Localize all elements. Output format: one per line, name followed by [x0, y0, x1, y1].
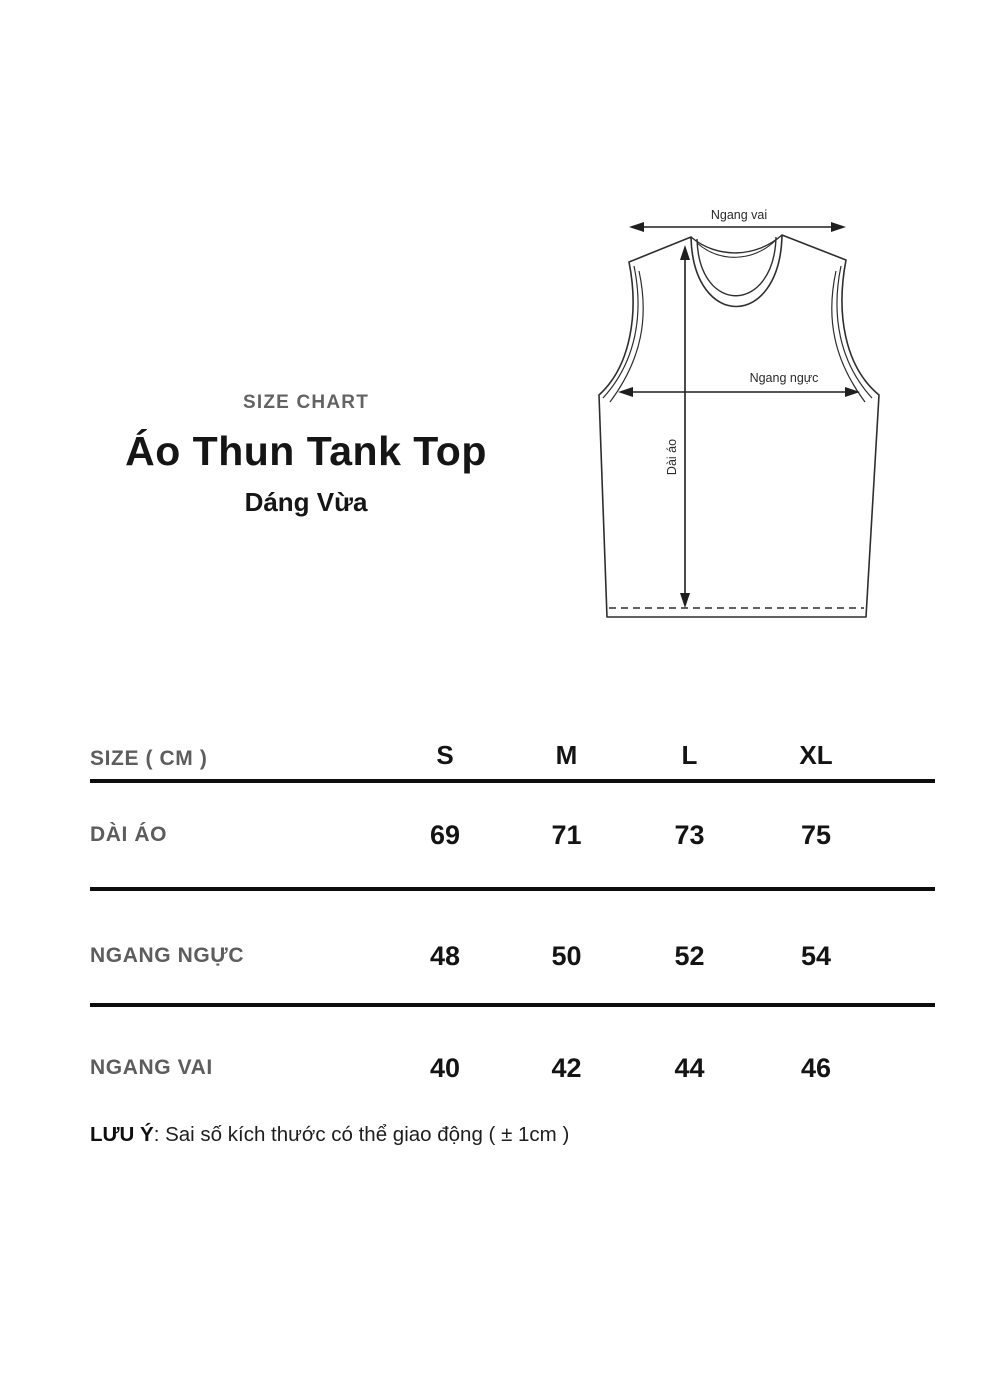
- row-label: DÀI ÁO: [90, 823, 168, 846]
- size-value: 50: [551, 940, 582, 971]
- size-value: 52: [674, 940, 705, 971]
- size-value: 54: [800, 940, 832, 971]
- length-measure-label: Dài áo: [665, 438, 679, 476]
- size-value: 48: [429, 940, 461, 971]
- unit-label: SIZE ( CM ): [90, 747, 208, 770]
- title-block: [56, 392, 556, 518]
- size-value: 71: [551, 819, 582, 850]
- chest-measure-label: Ngang ngực: [749, 371, 819, 385]
- eyebrow-label: SIZE CHART: [243, 392, 369, 413]
- size-table: [90, 707, 935, 1129]
- page-title: Áo Thun Tank Top: [125, 428, 487, 474]
- size-value: 44: [674, 1052, 705, 1083]
- size-column-header-s: S: [436, 740, 454, 770]
- shoulder-measure-label: Ngang vai: [710, 208, 768, 222]
- size-value: 40: [429, 1052, 461, 1083]
- fit-subtitle: Dáng Vừa: [244, 487, 368, 518]
- size-value: 69: [429, 819, 461, 850]
- table-row-length: [90, 783, 935, 891]
- size-column-header-m: M: [555, 740, 578, 770]
- garment-diagram: [585, 180, 915, 640]
- row-label: NGANG VAI: [90, 1056, 213, 1079]
- size-value: 73: [674, 819, 705, 850]
- tolerance-note: [90, 1123, 569, 1147]
- size-table-header: [90, 707, 935, 783]
- size-column-header-l: L: [681, 740, 698, 770]
- size-value: 75: [800, 819, 832, 850]
- size-value: 46: [800, 1052, 832, 1083]
- tank-top-illustration: [585, 180, 915, 640]
- note-prefix: LƯU Ý: [90, 1123, 154, 1146]
- back-neck-line: [691, 235, 782, 253]
- note-body: : Sai số kích thước có thể giao động ( ± 1cm ): [153, 1123, 570, 1146]
- size-value: 42: [551, 1052, 582, 1083]
- neck-rib-line: [697, 237, 776, 296]
- table-row-chest: [90, 891, 935, 1007]
- row-label: NGANG NGỰC: [90, 944, 245, 967]
- shoulder-measure-arrow: [629, 208, 846, 232]
- table-row-shoulder: [90, 1007, 935, 1129]
- size-column-header-xl: XL: [799, 740, 833, 770]
